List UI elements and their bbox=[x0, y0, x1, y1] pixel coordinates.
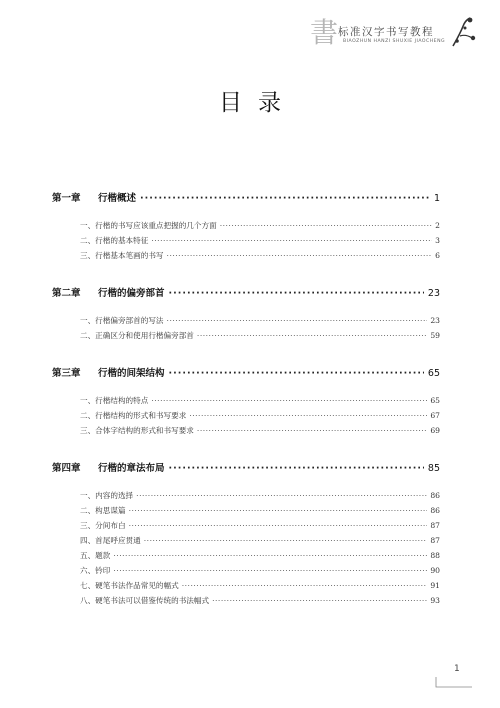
dot-leader bbox=[136, 491, 427, 500]
section-list bbox=[52, 490, 440, 610]
dot-leader bbox=[169, 368, 424, 379]
plum-blossom-icon bbox=[450, 16, 476, 50]
dot-leader bbox=[189, 411, 427, 420]
book-title: 标准汉字书写教程 bbox=[338, 26, 434, 38]
section-page-number: 90 bbox=[430, 566, 440, 575]
section-title: 二、行楷结构的形式和书写要求 bbox=[80, 411, 187, 420]
chapter-page-number: 1 bbox=[433, 193, 440, 204]
dot-leader bbox=[167, 316, 428, 325]
section-title: 六、钤印 bbox=[80, 566, 111, 575]
page-corner-mark bbox=[434, 676, 474, 688]
section-entry[interactable] bbox=[80, 220, 440, 235]
section-title: 二、行楷的基本特征 bbox=[80, 236, 149, 245]
section-page-number: 67 bbox=[430, 411, 440, 420]
section-title: 一、行楷结构的特点 bbox=[80, 396, 149, 405]
dot-leader bbox=[167, 251, 433, 260]
chapter-number: 第四章 bbox=[52, 463, 81, 474]
dot-leader bbox=[151, 236, 432, 245]
chapter-number: 第二章 bbox=[52, 288, 81, 299]
section-page-number: 65 bbox=[430, 396, 440, 405]
dot-leader bbox=[144, 536, 428, 545]
section-title: 三、分间布白 bbox=[80, 521, 126, 530]
section-entry[interactable] bbox=[80, 395, 440, 410]
section-title: 二、正确区分和使用行楷偏旁部首 bbox=[80, 331, 194, 340]
chapter-title: 行楷的间架结构 bbox=[98, 368, 165, 379]
dot-leader bbox=[169, 288, 424, 299]
section-entry[interactable] bbox=[80, 235, 440, 250]
section-entry[interactable] bbox=[80, 315, 440, 330]
section-entry[interactable] bbox=[80, 550, 440, 565]
section-page-number: 86 bbox=[430, 491, 440, 500]
section-title: 三、行楷基本笔画的书写 bbox=[80, 251, 164, 260]
section-title: 七、硬笔书法作品常见的幅式 bbox=[80, 581, 179, 590]
chapter-title: 行楷的偏旁部首 bbox=[98, 288, 165, 299]
section-entry[interactable] bbox=[80, 490, 440, 505]
section-page-number: 3 bbox=[435, 236, 440, 245]
dot-leader bbox=[129, 506, 428, 515]
dot-leader bbox=[113, 566, 427, 575]
section-list bbox=[52, 395, 440, 440]
section-page-number: 59 bbox=[430, 331, 440, 340]
section-title: 一、内容的选择 bbox=[80, 491, 134, 500]
section-entry[interactable] bbox=[80, 535, 440, 550]
dot-leader bbox=[220, 221, 432, 230]
chapter-page-number: 65 bbox=[427, 368, 440, 379]
dot-leader bbox=[197, 331, 427, 340]
section-title: 三、合体字结构的形式和书写要求 bbox=[80, 426, 194, 435]
dot-leader bbox=[129, 521, 428, 530]
dot-leader bbox=[182, 581, 428, 590]
section-page-number: 87 bbox=[430, 536, 440, 545]
chapter-number: 第三章 bbox=[52, 368, 81, 379]
dot-leader bbox=[140, 193, 430, 204]
page-number: 1 bbox=[454, 664, 460, 674]
section-entry[interactable] bbox=[80, 505, 440, 520]
chapter-page-number: 23 bbox=[427, 288, 440, 299]
section-entry[interactable] bbox=[80, 595, 440, 610]
chapter-entry[interactable] bbox=[52, 460, 440, 476]
chapter-page-number: 85 bbox=[427, 463, 440, 474]
dot-leader bbox=[169, 463, 424, 474]
section-entry[interactable] bbox=[80, 520, 440, 535]
section-page-number: 93 bbox=[430, 596, 440, 605]
table-of-contents bbox=[52, 190, 440, 630]
dot-leader bbox=[151, 396, 427, 405]
section-list bbox=[52, 315, 440, 345]
chapter-entry[interactable] bbox=[52, 190, 440, 206]
section-title: 四、首尾呼应贯通 bbox=[80, 536, 141, 545]
running-header bbox=[310, 14, 470, 56]
book-title-pinyin: BIAOZHUN HANZI SHUXIE JIAOCHENG bbox=[343, 39, 446, 44]
section-page-number: 2 bbox=[435, 221, 440, 230]
chapter-entry[interactable] bbox=[52, 365, 440, 381]
section-entry[interactable] bbox=[80, 580, 440, 595]
section-title: 一、行楷的书写应该重点把握的几个方面 bbox=[80, 221, 217, 230]
section-title: 五、题款 bbox=[80, 551, 111, 560]
section-page-number: 88 bbox=[430, 551, 440, 560]
dot-leader bbox=[197, 426, 427, 435]
section-page-number: 86 bbox=[430, 506, 440, 515]
section-title: 二、构思谋篇 bbox=[80, 506, 126, 515]
section-entry[interactable] bbox=[80, 250, 440, 265]
dot-leader bbox=[212, 596, 427, 605]
chapter-title: 行楷概述 bbox=[98, 193, 137, 204]
section-page-number: 6 bbox=[435, 251, 440, 260]
dot-leader bbox=[113, 551, 427, 560]
section-entry[interactable] bbox=[80, 330, 440, 345]
calligraphy-stamp: 書 bbox=[310, 16, 339, 49]
section-page-number: 91 bbox=[430, 581, 440, 590]
section-entry[interactable] bbox=[80, 425, 440, 440]
chapter-number: 第一章 bbox=[52, 193, 81, 204]
chapter-entry[interactable] bbox=[52, 285, 440, 301]
section-title: 八、硬笔书法可以借鉴传统的书法幅式 bbox=[80, 596, 210, 605]
section-page-number: 69 bbox=[430, 426, 440, 435]
page-title: 目录 bbox=[219, 90, 297, 116]
section-page-number: 23 bbox=[430, 316, 440, 325]
section-page-number: 87 bbox=[430, 521, 440, 530]
section-list bbox=[52, 220, 440, 265]
chapter-title: 行楷的章法布局 bbox=[98, 463, 165, 474]
section-entry[interactable] bbox=[80, 410, 440, 425]
section-entry[interactable] bbox=[80, 565, 440, 580]
section-title: 一、行楷偏旁部首的写法 bbox=[80, 316, 164, 325]
